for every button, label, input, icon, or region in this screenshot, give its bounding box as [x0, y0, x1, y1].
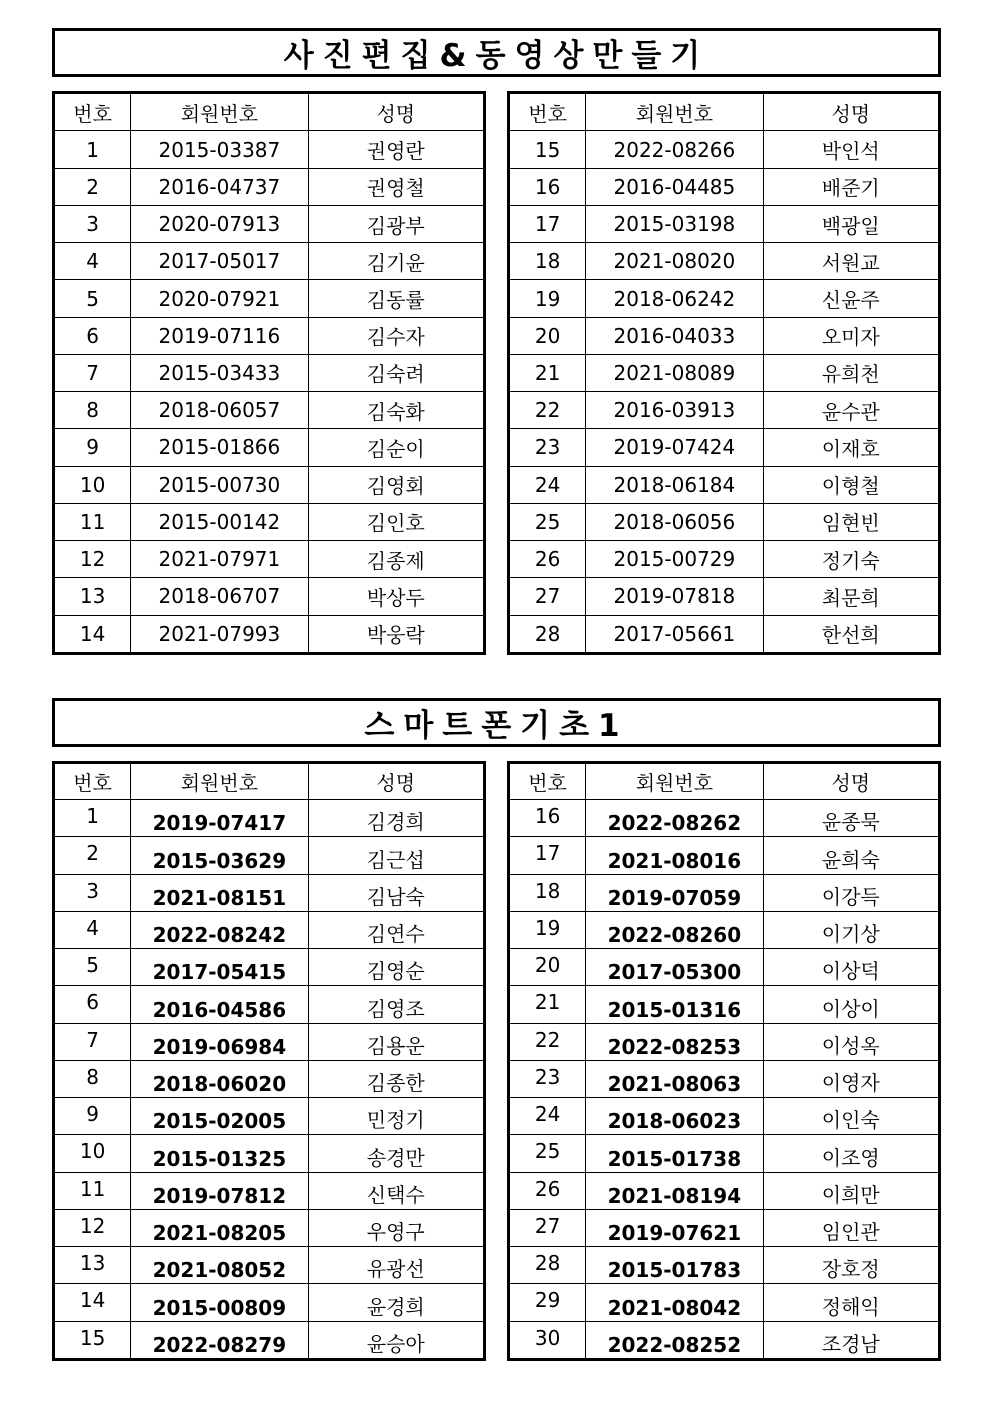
member-name: 김용운: [308, 1023, 484, 1060]
header-number: 번호: [509, 93, 586, 131]
table-row: [54, 1209, 485, 1246]
member-name: 한선희: [763, 615, 939, 653]
member-name: 유희천: [763, 354, 939, 391]
table-row: [509, 578, 940, 615]
section-title: 사진편집&동영상만들기: [52, 28, 941, 77]
table-row: [54, 205, 485, 242]
member-name: 이영자: [763, 1060, 939, 1097]
table-row: [509, 949, 940, 986]
member-name: 조경남: [763, 1321, 939, 1359]
header-number: 번호: [54, 763, 131, 800]
member-id: 2015-03387: [131, 131, 308, 168]
member-id: 2021-07971: [131, 541, 308, 578]
member-name: 이희만: [763, 1172, 939, 1209]
member-id: 2019-07812: [131, 1172, 308, 1209]
row-number: 18: [509, 874, 586, 911]
member-id: 2019-07059: [586, 874, 763, 911]
row-number: 6: [54, 986, 131, 1023]
member-id: 2022-08252: [586, 1321, 763, 1359]
member-name: 김광부: [308, 205, 484, 242]
member-id: 2015-01316: [586, 986, 763, 1023]
member-id: 2022-08260: [586, 911, 763, 948]
member-id: 2021-08020: [586, 243, 763, 280]
member-name: 백광일: [763, 205, 939, 242]
table-row: [509, 874, 940, 911]
table-row: [54, 874, 485, 911]
header-member-id: 회원번호: [586, 93, 763, 131]
row-number: 24: [509, 466, 586, 503]
member-id: 2019-07621: [586, 1209, 763, 1246]
member-id: 2018-06020: [131, 1060, 308, 1097]
member-name: 유광선: [308, 1247, 484, 1284]
member-id: 2021-08194: [586, 1172, 763, 1209]
table-row: [54, 1321, 485, 1359]
table-row: [509, 280, 940, 317]
member-name: 김인호: [308, 503, 484, 540]
row-number: 28: [509, 1247, 586, 1284]
member-name: 민정기: [308, 1098, 484, 1135]
row-number: 22: [509, 1023, 586, 1060]
row-number: 5: [54, 949, 131, 986]
member-id: 2019-06984: [131, 1023, 308, 1060]
row-number: 9: [54, 429, 131, 466]
table-row: [509, 911, 940, 948]
row-number: 20: [509, 949, 586, 986]
row-number: 25: [509, 503, 586, 540]
table-row: [54, 541, 485, 578]
row-number: 21: [509, 354, 586, 391]
row-number: 19: [509, 280, 586, 317]
row-number: 16: [509, 168, 586, 205]
member-name: 윤승아: [308, 1321, 484, 1359]
member-name: 윤수관: [763, 392, 939, 429]
member-id: 2016-04485: [586, 168, 763, 205]
member-name: 김숙화: [308, 392, 484, 429]
header-name: 성명: [763, 763, 939, 800]
member-name: 김영회: [308, 466, 484, 503]
member-name: 김동률: [308, 280, 484, 317]
row-number: 1: [54, 800, 131, 837]
member-name: 이기상: [763, 911, 939, 948]
member-name: 김경희: [308, 800, 484, 837]
table-row: [509, 800, 940, 837]
table-row: [509, 205, 940, 242]
table-row: [509, 354, 940, 391]
header-name: 성명: [308, 763, 484, 800]
member-id: 2016-04033: [586, 317, 763, 354]
header-number: 번호: [54, 93, 131, 131]
header-member-id: 회원번호: [131, 763, 308, 800]
table-row: [509, 317, 940, 354]
member-id: 2021-07993: [131, 615, 308, 653]
table-row: [509, 503, 940, 540]
table-row: [509, 1284, 940, 1321]
member-name: 김종한: [308, 1060, 484, 1097]
section-title: 스마트폰기초1: [52, 698, 941, 747]
row-number: 12: [54, 541, 131, 578]
table-row: [54, 131, 485, 168]
member-id: 2020-07921: [131, 280, 308, 317]
member-id: 2015-00809: [131, 1284, 308, 1321]
row-number: 1: [54, 131, 131, 168]
row-number: 10: [54, 1135, 131, 1172]
member-id: 2017-05017: [131, 243, 308, 280]
member-id: 2019-07417: [131, 800, 308, 837]
table-row: [509, 466, 940, 503]
table-row: [54, 280, 485, 317]
table-row: [54, 800, 485, 837]
member-name: 정기숙: [763, 541, 939, 578]
table-row: [54, 466, 485, 503]
member-name: 이형철: [763, 466, 939, 503]
table-row: [54, 429, 485, 466]
member-id: 2016-04737: [131, 168, 308, 205]
row-number: 2: [54, 837, 131, 874]
member-id: 2015-01325: [131, 1135, 308, 1172]
table-row: [54, 1135, 485, 1172]
member-name: 윤경희: [308, 1284, 484, 1321]
header-member-id: 회원번호: [586, 763, 763, 800]
table-row: [54, 1023, 485, 1060]
row-number: 10: [54, 466, 131, 503]
table-row: [54, 986, 485, 1023]
member-id: 2016-03913: [586, 392, 763, 429]
member-name: 박웅락: [308, 615, 484, 653]
roster-table-right: [507, 91, 941, 655]
table-row: [54, 837, 485, 874]
member-name: 윤종묵: [763, 800, 939, 837]
row-number: 6: [54, 317, 131, 354]
member-name: 김연수: [308, 911, 484, 948]
member-id: 2015-01783: [586, 1247, 763, 1284]
member-name: 이강득: [763, 874, 939, 911]
member-name: 이상덕: [763, 949, 939, 986]
member-name: 배준기: [763, 168, 939, 205]
row-number: 25: [509, 1135, 586, 1172]
row-number: 21: [509, 986, 586, 1023]
member-name: 최문희: [763, 578, 939, 615]
table-row: [509, 1060, 940, 1097]
member-name: 서원교: [763, 243, 939, 280]
member-name: 김순이: [308, 429, 484, 466]
member-name: 김기윤: [308, 243, 484, 280]
row-number: 16: [509, 800, 586, 837]
member-id: 2018-06056: [586, 503, 763, 540]
member-id: 2020-07913: [131, 205, 308, 242]
member-id: 2015-01866: [131, 429, 308, 466]
table-row: [509, 615, 940, 653]
member-name: 김영순: [308, 949, 484, 986]
header-row: [54, 763, 485, 800]
table-row: [509, 168, 940, 205]
row-number: 29: [509, 1284, 586, 1321]
table-row: [54, 168, 485, 205]
header-row: [54, 93, 485, 131]
member-id: 2015-00142: [131, 503, 308, 540]
member-name: 이성옥: [763, 1023, 939, 1060]
member-id: 2016-04586: [131, 986, 308, 1023]
table-row: [54, 243, 485, 280]
member-name: 장호정: [763, 1247, 939, 1284]
member-id: 2018-06023: [586, 1098, 763, 1135]
table-row: [509, 1247, 940, 1284]
row-number: 30: [509, 1321, 586, 1359]
table-row: [54, 1247, 485, 1284]
header-name: 성명: [763, 93, 939, 131]
member-id: 2021-08052: [131, 1247, 308, 1284]
row-number: 2: [54, 168, 131, 205]
member-name: 이조영: [763, 1135, 939, 1172]
table-row: [509, 429, 940, 466]
row-number: 20: [509, 317, 586, 354]
member-id: 2022-08253: [586, 1023, 763, 1060]
member-id: 2015-02005: [131, 1098, 308, 1135]
row-number: 4: [54, 243, 131, 280]
member-id: 2021-08016: [586, 837, 763, 874]
table-row: [54, 578, 485, 615]
table-row: [509, 1172, 940, 1209]
table-row: [509, 392, 940, 429]
member-name: 임현빈: [763, 503, 939, 540]
member-name: 김근섭: [308, 837, 484, 874]
member-id: 2021-08042: [586, 1284, 763, 1321]
member-id: 2015-03629: [131, 837, 308, 874]
header-member-id: 회원번호: [131, 93, 308, 131]
member-id: 2017-05415: [131, 949, 308, 986]
member-id: 2015-03198: [586, 205, 763, 242]
member-id: 2022-08262: [586, 800, 763, 837]
member-id: 2021-08205: [131, 1209, 308, 1246]
member-name: 김남숙: [308, 874, 484, 911]
table-row: [54, 1172, 485, 1209]
member-id: 2017-05661: [586, 615, 763, 653]
row-number: 17: [509, 837, 586, 874]
roster-table-left: [52, 91, 486, 655]
member-id: 2019-07116: [131, 317, 308, 354]
table-row: [509, 1209, 940, 1246]
row-number: 11: [54, 503, 131, 540]
row-number: 26: [509, 1172, 586, 1209]
roster-table-right: [507, 761, 941, 1361]
member-name: 박인석: [763, 131, 939, 168]
member-name: 임인관: [763, 1209, 939, 1246]
member-id: 2018-06057: [131, 392, 308, 429]
table-row: [509, 837, 940, 874]
row-number: 12: [54, 1209, 131, 1246]
section-photo-video-class: [52, 28, 941, 655]
member-id: 2018-06184: [586, 466, 763, 503]
table-row: [54, 392, 485, 429]
member-id: 2022-08279: [131, 1321, 308, 1359]
table-row: [509, 131, 940, 168]
row-number: 3: [54, 205, 131, 242]
row-number: 26: [509, 541, 586, 578]
row-number: 5: [54, 280, 131, 317]
member-id: 2021-08151: [131, 874, 308, 911]
section-smartphone-basics: [52, 698, 941, 1363]
row-number: 13: [54, 1247, 131, 1284]
row-number: 27: [509, 1209, 586, 1246]
member-id: 2015-00729: [586, 541, 763, 578]
member-name: 윤희숙: [763, 837, 939, 874]
row-number: 19: [509, 911, 586, 948]
member-id: 2015-03433: [131, 354, 308, 391]
member-name: 오미자: [763, 317, 939, 354]
table-row: [54, 354, 485, 391]
row-number: 18: [509, 243, 586, 280]
member-name: 권영철: [308, 168, 484, 205]
row-number: 23: [509, 429, 586, 466]
member-id: 2021-08089: [586, 354, 763, 391]
row-number: 8: [54, 1060, 131, 1097]
member-name: 박상두: [308, 578, 484, 615]
row-number: 3: [54, 874, 131, 911]
member-name: 김숙려: [308, 354, 484, 391]
table-row: [509, 986, 940, 1023]
table-row: [54, 1060, 485, 1097]
member-name: 김종제: [308, 541, 484, 578]
member-name: 이상이: [763, 986, 939, 1023]
table-row: [509, 243, 940, 280]
row-number: 22: [509, 392, 586, 429]
header-name: 성명: [308, 93, 484, 131]
member-name: 김수자: [308, 317, 484, 354]
row-number: 14: [54, 615, 131, 653]
member-name: 송경만: [308, 1135, 484, 1172]
member-id: 2015-00730: [131, 466, 308, 503]
table-row: [509, 1098, 940, 1135]
row-number: 17: [509, 205, 586, 242]
row-number: 23: [509, 1060, 586, 1097]
member-id: 2019-07424: [586, 429, 763, 466]
member-name: 이재호: [763, 429, 939, 466]
row-number: 15: [509, 131, 586, 168]
member-name: 신택수: [308, 1172, 484, 1209]
row-number: 7: [54, 1023, 131, 1060]
table-row: [54, 503, 485, 540]
table-row: [54, 615, 485, 653]
member-id: 2018-06242: [586, 280, 763, 317]
table-row: [54, 949, 485, 986]
row-number: 14: [54, 1284, 131, 1321]
row-number: 4: [54, 911, 131, 948]
row-number: 11: [54, 1172, 131, 1209]
row-number: 24: [509, 1098, 586, 1135]
member-id: 2022-08242: [131, 911, 308, 948]
member-id: 2022-08266: [586, 131, 763, 168]
row-number: 28: [509, 615, 586, 653]
header-row: [509, 763, 940, 800]
member-id: 2021-08063: [586, 1060, 763, 1097]
row-number: 13: [54, 578, 131, 615]
table-row: [54, 911, 485, 948]
row-number: 8: [54, 392, 131, 429]
table-row: [54, 1098, 485, 1135]
table-row: [509, 541, 940, 578]
row-number: 9: [54, 1098, 131, 1135]
row-number: 27: [509, 578, 586, 615]
table-row: [54, 1284, 485, 1321]
member-id: 2015-01738: [586, 1135, 763, 1172]
member-id: 2019-07818: [586, 578, 763, 615]
table-row: [509, 1023, 940, 1060]
table-row: [54, 317, 485, 354]
member-name: 신윤주: [763, 280, 939, 317]
row-number: 15: [54, 1321, 131, 1359]
roster-table-left: [52, 761, 486, 1361]
member-name: 권영란: [308, 131, 484, 168]
member-name: 우영구: [308, 1209, 484, 1246]
member-name: 정해익: [763, 1284, 939, 1321]
row-number: 7: [54, 354, 131, 391]
header-row: [509, 93, 940, 131]
member-id: 2017-05300: [586, 949, 763, 986]
member-name: 이인숙: [763, 1098, 939, 1135]
table-row: [509, 1321, 940, 1359]
member-name: 김영조: [308, 986, 484, 1023]
table-row: [509, 1135, 940, 1172]
member-id: 2018-06707: [131, 578, 308, 615]
header-number: 번호: [509, 763, 586, 800]
